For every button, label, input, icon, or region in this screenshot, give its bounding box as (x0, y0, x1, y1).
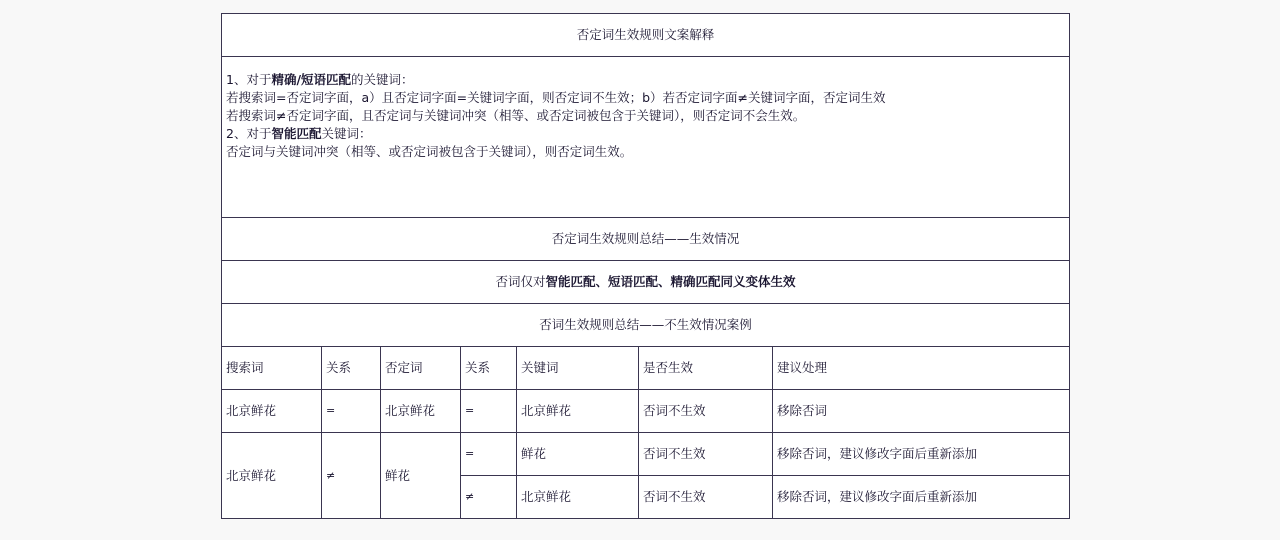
keyword-cell: 北京鲜花 (517, 390, 639, 433)
negative-term-cell: 鲜花 (381, 433, 461, 519)
relation-cell: ≠ (461, 476, 517, 519)
summary-effective-text (222, 261, 1070, 304)
advice-cell: 移除否词 (773, 390, 1070, 433)
column-header: 关系 (461, 347, 517, 390)
explanation-line-1 (226, 71, 1065, 89)
advice-cell: 移除否词，建议修改字面后重新添加 (773, 433, 1070, 476)
summary-bold-text: 智能匹配、短语匹配、精确匹配同义变体生效 (545, 274, 796, 289)
explanation-cell (222, 57, 1070, 218)
table-title: 否定词生效规则文案解释 (222, 14, 1070, 57)
search-term-cell: 北京鲜花 (222, 433, 322, 519)
effective-cell: 否词不生效 (639, 476, 773, 519)
line-text: 2、对于 (226, 126, 272, 141)
table-row (222, 433, 1070, 476)
line-text: 关键词： (321, 126, 372, 141)
column-header: 关键词 (517, 347, 639, 390)
column-header: 建议处理 (773, 347, 1070, 390)
header-row (222, 347, 1070, 390)
summary-effective-title: 否定词生效规则总结——生效情况 (222, 218, 1070, 261)
negative-term-cell: 北京鲜花 (381, 390, 461, 433)
relation-cell: ≠ (322, 433, 381, 519)
search-term-cell: 北京鲜花 (222, 390, 322, 433)
relation-cell: = (461, 433, 517, 476)
line-bold-text: 精确/短语匹配 (271, 72, 352, 87)
table-row (222, 390, 1070, 433)
keyword-cell: 北京鲜花 (517, 476, 639, 519)
column-header: 是否生效 (639, 347, 773, 390)
rules-table (221, 13, 1070, 519)
effective-cell: 否词不生效 (639, 390, 773, 433)
explanation-line-2: 若搜索词=否定词字面，a）且否定词字面=关键词字面，则否定词不生效；b）若否定词字面≠关键词字面，否定词生效 (226, 90, 886, 105)
explanation-line-4 (226, 125, 1065, 143)
column-header: 否定词 (381, 347, 461, 390)
effective-cell: 否词不生效 (639, 433, 773, 476)
keyword-cell: 鲜花 (517, 433, 639, 476)
advice-cell: 移除否词，建议修改字面后重新添加 (773, 476, 1070, 519)
line-text: 的关键词： (351, 72, 414, 87)
line-bold-text: 智能匹配 (271, 126, 322, 141)
summary-text: 否词仅对 (495, 274, 546, 289)
relation-cell: = (461, 390, 517, 433)
explanation-line-3: 若搜索词≠否定词字面，且否定词与关键词冲突（相等、或否定词被包含于关键词），则否定词不会生效。 (226, 108, 806, 123)
column-header: 搜索词 (222, 347, 322, 390)
explanation-line-5: 否定词与关键词冲突（相等、或否定词被包含于关键词），则否定词生效。 (226, 144, 633, 159)
relation-cell: = (322, 390, 381, 433)
line-text: 1、对于 (226, 72, 272, 87)
column-header: 关系 (322, 347, 381, 390)
summary-noneffective-title: 否词生效规则总结——不生效情况案例 (222, 304, 1070, 347)
